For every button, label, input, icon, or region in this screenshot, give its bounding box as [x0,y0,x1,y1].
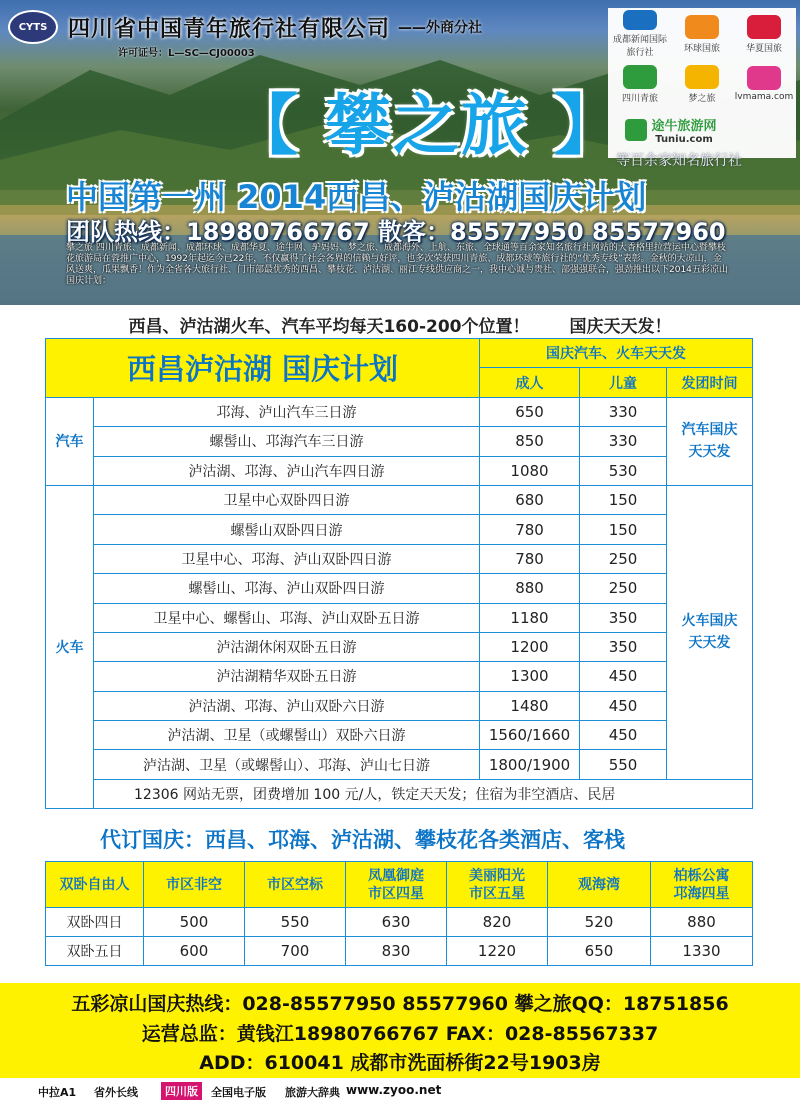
route-name: 邛海、泸山汽车三日游 [94,397,480,426]
adult-price: 1180 [480,603,580,632]
hotel-row-label: 双卧五日 [46,937,144,966]
group-header: 国庆汽车、火车天天发 [480,339,753,368]
table-row [46,485,753,514]
hotel-section-title: 代订国庆：西昌、邛海、泸沽湖、攀枝花各类酒店、客栈 [100,828,625,852]
table-row [46,632,753,661]
child-price: 450 [580,662,667,691]
adult-price: 1800/1900 [480,750,580,779]
hotel-col-header: 市区非空 [144,862,245,908]
route-name: 泸沽湖、卫星（或螺髻山）双卧六日游 [94,721,480,750]
child-price: 450 [580,721,667,750]
ticket-note: 12306 网站无票，团费增加 100 元/人，铁定天天发；住宿为非空酒店、民居 [94,779,753,808]
hotel-row-label: 双卧四日 [46,908,144,937]
cyts-logo-icon: CYTS [8,10,58,44]
mode-bus: 汽车 [46,397,94,485]
hotel-col-header: 双卧自由人 [46,862,144,908]
brand-title: 【 攀之旅 】 [232,87,622,164]
agency-branch: ——外商分社 [398,20,483,36]
intro-paragraph: 攀之旅 四川青旅、成都新闻、成都环球、成都华夏、途牛网、驴妈妈、梦之旅、成都海外、上航、东旅、全球通等百余家知名旅行社网站的大香格里拉营运中心暨攀枝花旅游局在蓉推广中心，1992年起迄今已22年，不仅赢得了社会各界的信赖与好评，也多次荣获四川青旅、成都环球等旅行社的“优秀专线”表彰。金秋的大凉山，金风送爽，瓜果飘香！作为全省各大旅行社、门市部最优秀的西昌、攀枝花、泸沽湖、丽江专线供应商之一，我中心诚与贵社、部强强联合，强劲推出以下2014五彩凉山国庆计划： [66,243,728,286]
lvmama-logo-icon [747,66,781,90]
table-row [46,603,753,632]
route-name: 螺髻山、邛海、泸山双卧四日游 [94,574,480,603]
hotel-price: 520 [548,908,651,937]
hotel-price: 650 [548,937,651,966]
hotel-col-header: 柏栎公寓 邛海四星 [651,862,753,908]
route-name: 泸沽湖、邛海、泸山汽车四日游 [94,456,480,485]
license-number: 许可证号：L—SC—CJ00003 [118,48,255,59]
col-depart: 发团时间 [667,368,753,397]
edition-label: 全国电子版 [211,1086,266,1099]
sichuan-cyts-logo-icon [623,65,657,89]
mode-train: 火车 [46,485,94,808]
table-row [46,662,753,691]
plan-title: 中国第一州 2014西昌、泸沽湖国庆计划 [66,178,647,216]
tuniu-logo: 途牛旅游网 Tuniu.com [610,110,732,150]
child-price: 350 [580,632,667,661]
route-name: 泸沽湖、卫星（或螺髻山）、邛海、泸山七日游 [94,750,480,779]
adult-price: 880 [480,574,580,603]
depart-train: 火车国庆 天天发 [667,485,753,779]
table-row [46,750,753,779]
agency-name: 四川省中国青年旅行社有限公司 [68,16,391,42]
table-row [46,691,753,720]
adult-price: 650 [480,397,580,426]
chengdu-news-logo-icon [623,10,657,30]
hotel-col-header: 市区空标 [245,862,346,908]
child-price: 450 [580,691,667,720]
partner-logo: 梦之旅 [672,60,732,108]
child-price: 150 [580,485,667,514]
hotel-price: 830 [346,937,447,966]
child-price: 250 [580,544,667,573]
adult-price: 780 [480,544,580,573]
depart-bus: 汽车国庆 天天发 [667,397,753,485]
child-price: 150 [580,515,667,544]
adult-price: 1200 [480,632,580,661]
header-banner [0,0,800,305]
footer-address: ADD：610041 成都市洗面桥街22号1903房 [199,1052,601,1074]
child-price: 330 [580,427,667,456]
table-header-row [46,339,753,368]
partner-logos [608,8,796,158]
route-name: 泸沽湖精华双卧五日游 [94,662,480,691]
hotel-price: 600 [144,937,245,966]
partner-logo: 四川青旅 [610,60,670,108]
route-name: 螺髻山双卧四日游 [94,515,480,544]
table-row [46,574,753,603]
adult-price: 1080 [480,456,580,485]
table-row [46,721,753,750]
child-price: 530 [580,456,667,485]
adult-price: 1560/1660 [480,721,580,750]
publication-name: 旅游大辞典 [285,1086,340,1099]
partner-logo: 环球国旅 [672,10,732,58]
hotline: 团队热线：18980766767 散客：85577950 85577960 [66,218,726,246]
section-label: 省外长线 [94,1086,138,1099]
hotel-col-header: 美丽阳光 市区五星 [447,862,548,908]
page-code: 中拉A1 [38,1086,77,1099]
child-price: 550 [580,750,667,779]
hotel-price: 880 [651,908,753,937]
hotel-price: 1220 [447,937,548,966]
hotel-price: 630 [346,908,447,937]
table-row [46,515,753,544]
table-row [46,937,753,966]
hotel-price: 500 [144,908,245,937]
adult-price: 850 [480,427,580,456]
hotel-price: 1330 [651,937,753,966]
edition-badge: 四川版 [161,1082,202,1100]
publication-strip [0,1081,800,1100]
adult-price: 680 [480,485,580,514]
adult-price: 1300 [480,662,580,691]
brand-subtitle: 等百余家知名旅行社 [616,153,742,169]
contact-footer [0,983,800,1078]
table-title: 西昌泸沽湖 国庆计划 [46,339,480,398]
route-name: 泸沽湖休闲双卧五日游 [94,632,480,661]
col-child: 儿童 [580,368,667,397]
partner-logo: lvmama.com [734,60,794,108]
table-row [46,397,753,426]
website-link[interactable]: www.zyoo.net [346,1083,442,1097]
seat-notice: 西昌、泸沽湖火车、汽车平均每天160-200个位置！ 国庆天天发！ [128,317,672,337]
tour-price-table [45,338,752,809]
route-name: 卫星中心双卧四日游 [94,485,480,514]
table-row [46,544,753,573]
table-row [46,456,753,485]
table-note-row [46,779,753,808]
adult-price: 780 [480,515,580,544]
route-name: 卫星中心、螺髻山、邛海、泸山双卧五日游 [94,603,480,632]
footer-hotline: 五彩凉山国庆热线：028-85577950 85577960 攀之旅QQ：18751856 [71,993,729,1015]
route-name: 螺髻山、邛海汽车三日游 [94,427,480,456]
footer-director: 运营总监：黄钱江18980766767 FAX：028-85567337 [141,1023,659,1045]
hotel-col-header: 凤凰御庭 市区四星 [346,862,447,908]
hotel-price-table [45,861,752,966]
route-name: 卫星中心、邛海、泸山双卧四日游 [94,544,480,573]
col-adult: 成人 [480,368,580,397]
table-row [46,908,753,937]
partner-logo: 华夏国旅 [734,10,794,58]
child-price: 250 [580,574,667,603]
mengzhilv-logo-icon [685,65,719,89]
child-price: 330 [580,397,667,426]
hotel-price: 700 [245,937,346,966]
tuniu-logo-icon [625,119,647,141]
agency-header [8,10,482,44]
hotel-price: 820 [447,908,548,937]
hotel-price: 550 [245,908,346,937]
hotel-col-header: 观海湾 [548,862,651,908]
route-name: 泸沽湖、邛海、泸山双卧六日游 [94,691,480,720]
huaxia-logo-icon [747,15,781,39]
global-travel-logo-icon [685,15,719,39]
adult-price: 1480 [480,691,580,720]
partner-logo: 成都新闻国际旅行社 [610,10,670,58]
child-price: 350 [580,603,667,632]
table-row [46,427,753,456]
hotel-header-row [46,862,753,908]
